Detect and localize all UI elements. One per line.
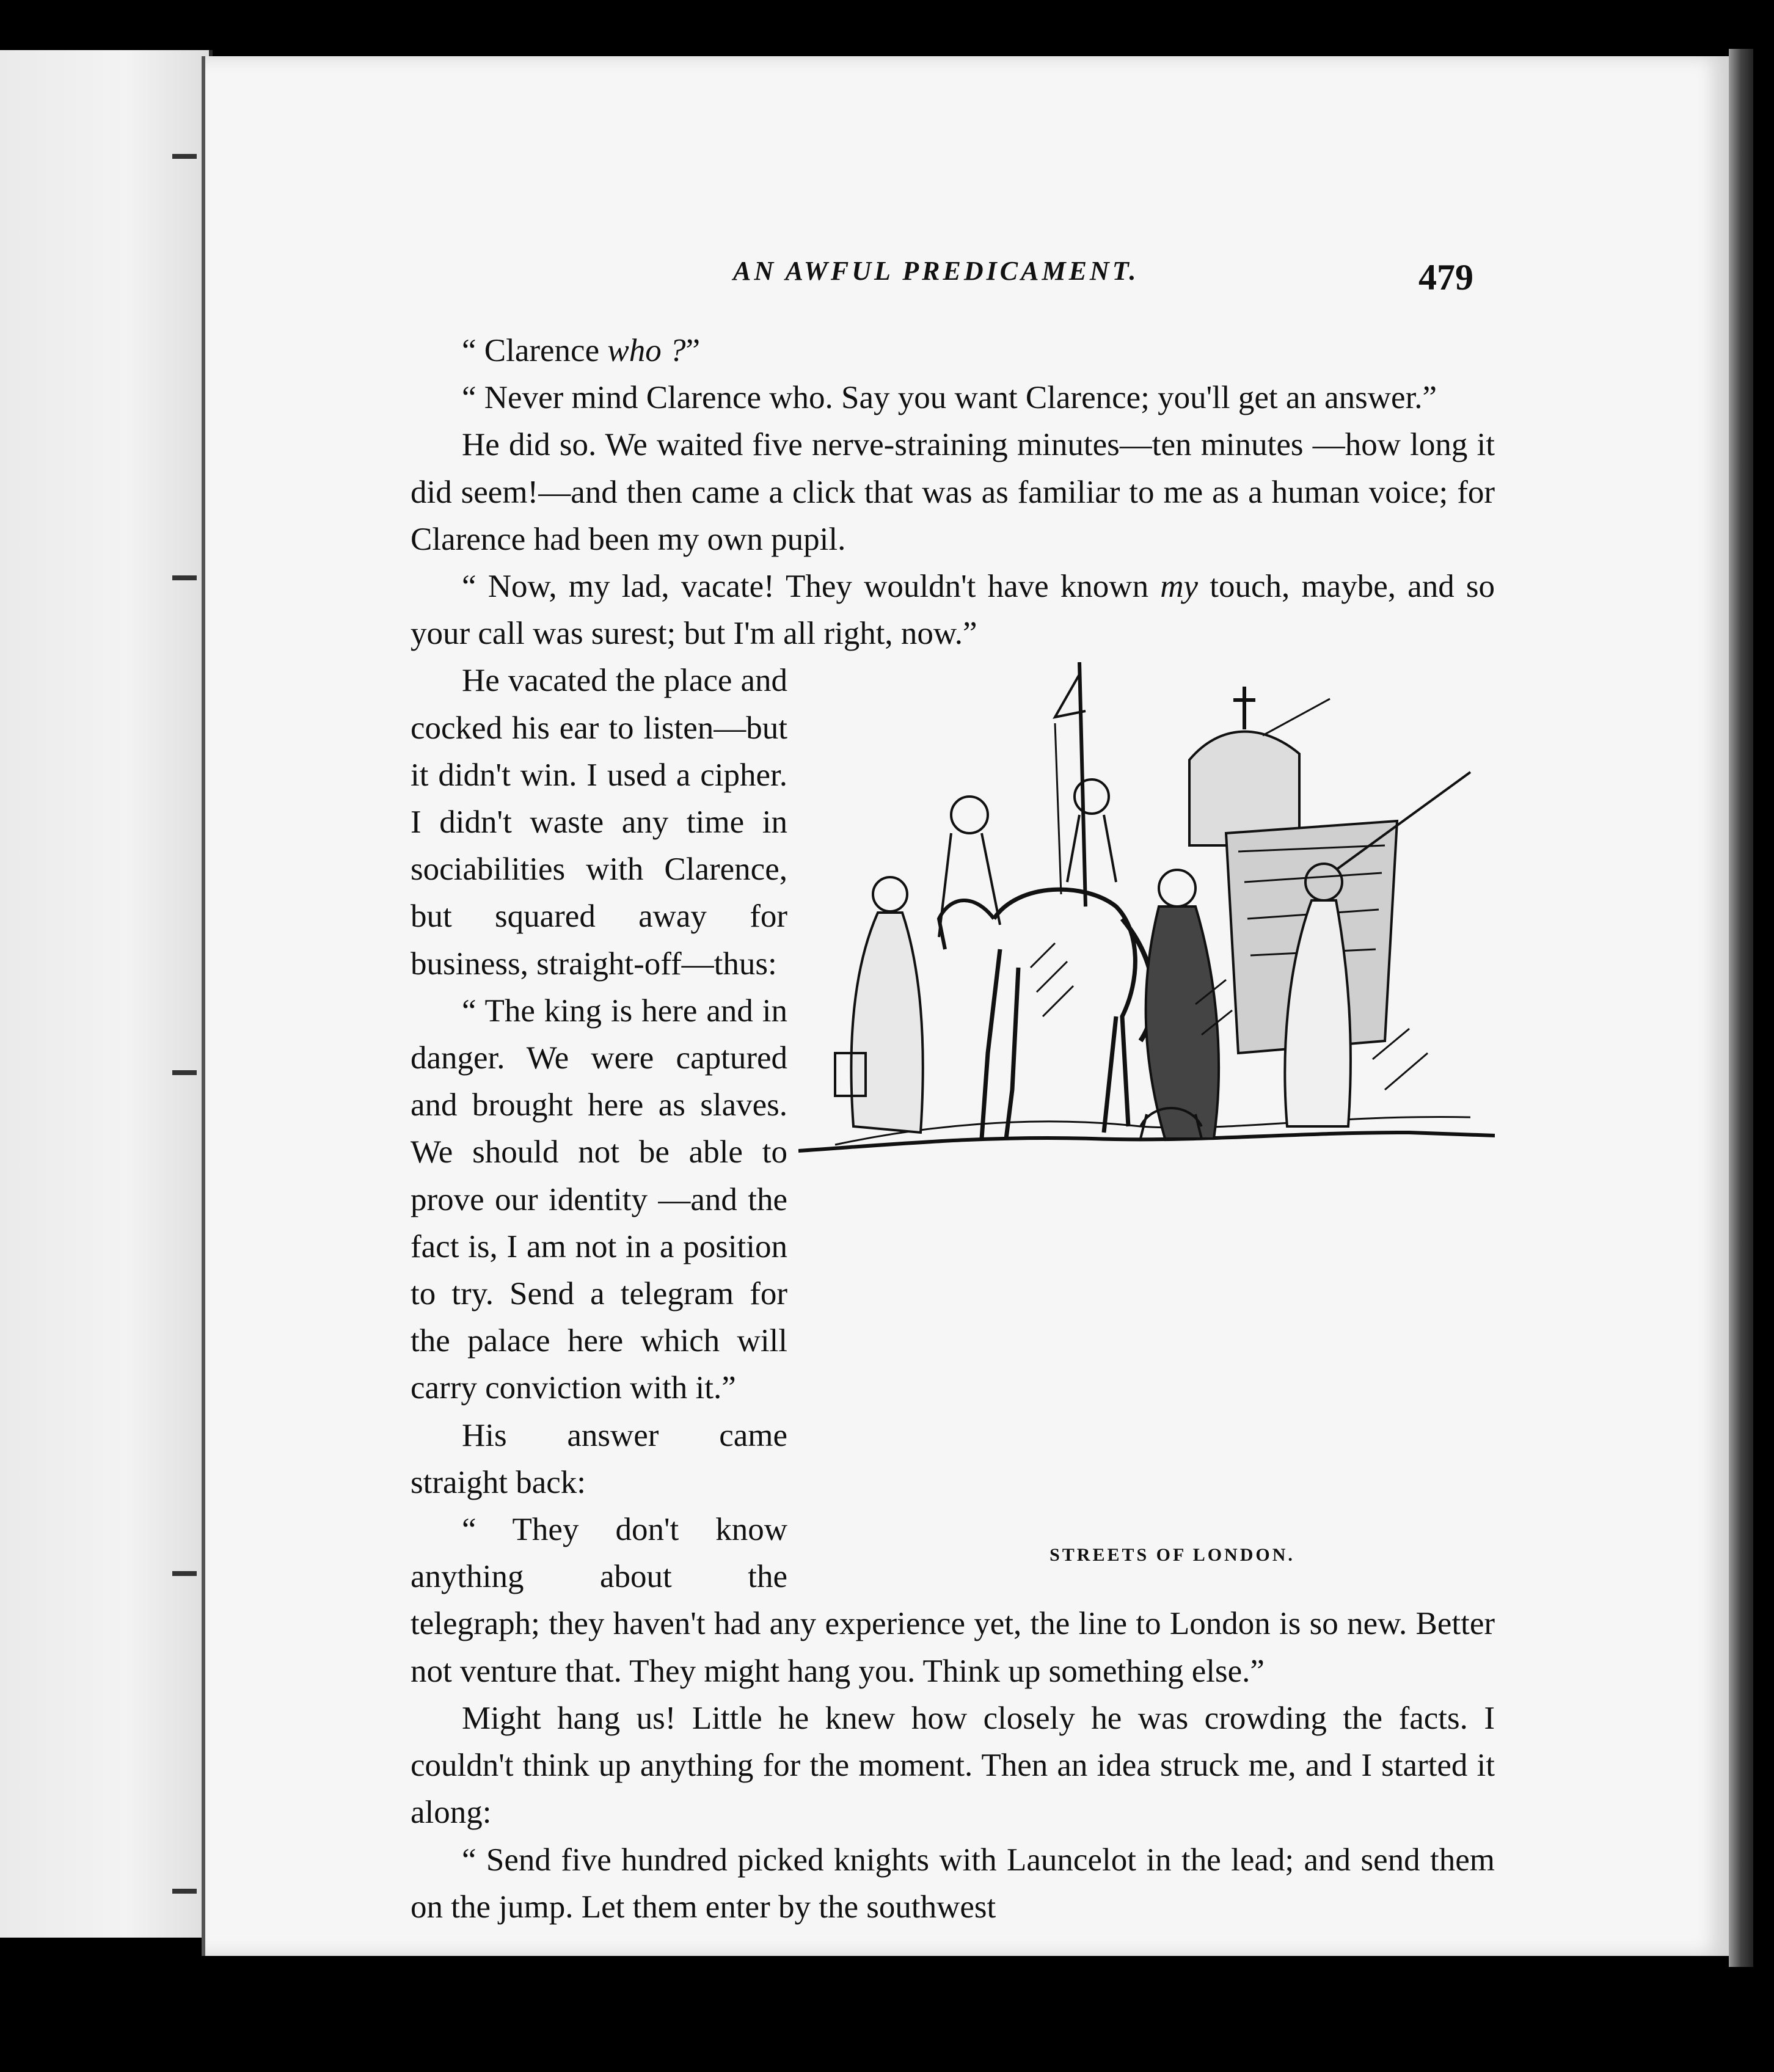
emphasis: who ? — [607, 333, 686, 368]
paragraph: STREETS OF LONDON. He vacated the place and cocked his ear to listen—but it didn't win. I used a cipher. I didn't waste any time in sociabilities with Clarence, but squared away for business, straight-off—thus: — [411, 657, 1495, 987]
paragraph: “ Now, my lad, vacate! They wouldn't have known my touch, maybe, and so your call was surest; but I'm all right, now.” — [411, 569, 1495, 652]
page-number: 479 — [1418, 257, 1473, 297]
emphasis: my — [1160, 569, 1199, 605]
paragraph: “ Never mind Clarence who. Say you want Clarence; you'll get an answer.” — [462, 380, 1437, 416]
spine-stitch — [172, 1070, 197, 1075]
paragraph: “ Send five hundred picked knights with Launcelot in the lead; and send them on the jump. Let them enter by the southwest — [411, 1842, 1495, 1925]
paragraph: He did so. We waited five nerve-straining minutes—ten minutes —how long it did seem!—and then came a click that was as familiar to me as a human voice; for Clarence had been my own pupil. — [411, 427, 1495, 557]
spine-stitch — [172, 1889, 197, 1894]
street-crowd-with-horse-illustration — [798, 662, 1495, 1542]
spine-stitch — [172, 1571, 197, 1576]
page-edge-shadow — [1729, 49, 1753, 1967]
paragraph: “ Clarence who ?” — [462, 333, 700, 368]
paragraph: “ They don't know anything about the telegraph; they haven't had any experience yet, the line to London is so new. Better not venture that. They might hang you. Think up something else.” — [411, 1512, 1495, 1689]
paragraph: His answer came straight back: — [411, 1417, 787, 1500]
left-page-edge — [0, 50, 213, 1938]
spine-stitch — [172, 575, 197, 580]
paragraph: Might hang us! Little he knew how closely he was crowding the facts. I couldn't think up anything for the moment. Then an idea struck me, and I started it along: — [411, 1700, 1495, 1831]
body-text — [411, 327, 1495, 1931]
paragraph: “ The king is here and in danger. We were captured and brought here as slaves. We should not be able to prove our identity —and the fact is, I am not in a position to try. Send a telegram for the palace here which will carry conviction with it.” — [411, 993, 787, 1406]
illustration — [798, 662, 1495, 1578]
illustration-caption: STREETS OF LONDON. — [1049, 1545, 1295, 1566]
running-title: AN AWFUL PREDICAMENT. — [733, 256, 1139, 286]
spine-stitch — [172, 154, 197, 159]
